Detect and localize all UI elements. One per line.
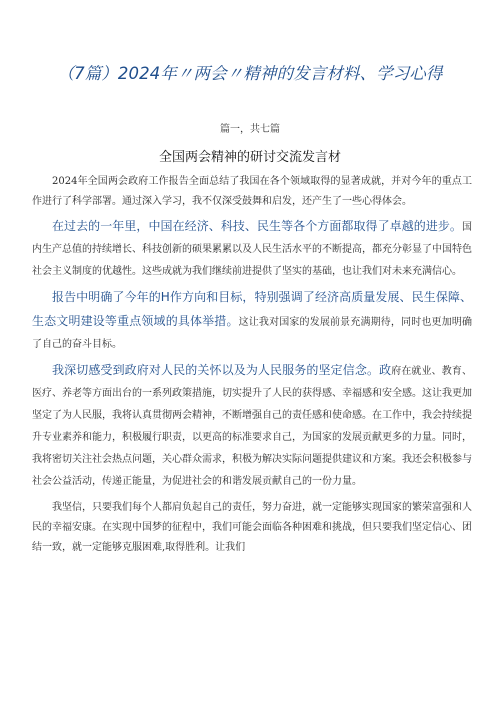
paragraph-4-text: 府在就业、教育、医疗、养老等方面出台的一系列政策措施，切实提升了人民的获得感、幸福感和安全感。这让我更加坚定了为人民服，我将认真贯彻两会精神，不断增强自己的责任感和使命感。在工作中，我会持续提升专业素养和能力，积极履行职责，以更高的标准要求自己，为国家的发展贡献更多的力量。同时，我将密切关注社会热点问题，关心群众需求，积极为解决实际问题提供建议和方案。我还会积极参与社会公益活动，传递正能量，为促进社会的和谐发展贡献自己的一份力量。: [32, 366, 473, 487]
paragraph-3-highlight: 报告中明确了今年的H作方向和目标，特别强调了经济高质量发展、民生保障、生态文明建设等重点领域的具体举措。: [32, 290, 472, 328]
document-body: [32, 170, 472, 561]
section-heading: 全国两会精神的研讨交流发言材: [158, 150, 341, 165]
paragraph-1-text: 2024年全国两会政府工作报告全面总结了我国在各个领域取得的显著成就，并对今年的重点工作进行了科学部署。通过深入学习，我不仅深受鼓舞和启发，还产生了一些心得体会。: [32, 176, 472, 207]
paragraph-2-text: 国内生产总值的持续增长、科技创新的硕果累累以及人民生活水平的不断提高，都充分彰显了中国特色社会主义制度的优越性。这些成就为我们继续前进提供了坚实的基础，也让我们对未来充满信心。: [32, 222, 472, 277]
paragraph-2-highlight: 在过去的一年里，中国在经济、科技、民生等各个方面都取得了卓越的进步。: [52, 219, 462, 233]
paragraph-3-text: 这让我对国家的发展前景充满期待，同时也更加明确了自己的奋斗目标。: [32, 317, 473, 350]
paragraph-4: [32, 359, 472, 493]
paragraph-2: [32, 215, 472, 283]
document-title: （7篇）2024年〃两会〃精神的发言材料、学习心得: [57, 64, 443, 83]
paragraph-3: [32, 286, 472, 356]
paragraph-1: [32, 170, 472, 212]
paragraph-5: [32, 496, 472, 558]
paragraph-4-highlight: 我深切感受到政府对人民的关怀以及为人民服务的坚定信念。政: [52, 363, 392, 377]
part-label: 篇一，共七篇: [220, 124, 280, 135]
paragraph-5-text: 我坚信，只要我们每个人都肩负起自己的责任，努力奋进，就一定能够实现国家的繁荣富强和人民的幸福安康。在实现中国梦的征程中，我们可能会面临各种困难和挑战，但只要我们坚定信心、团结一致，就一定能够克服困难,取得胜利。让我们: [32, 502, 472, 553]
